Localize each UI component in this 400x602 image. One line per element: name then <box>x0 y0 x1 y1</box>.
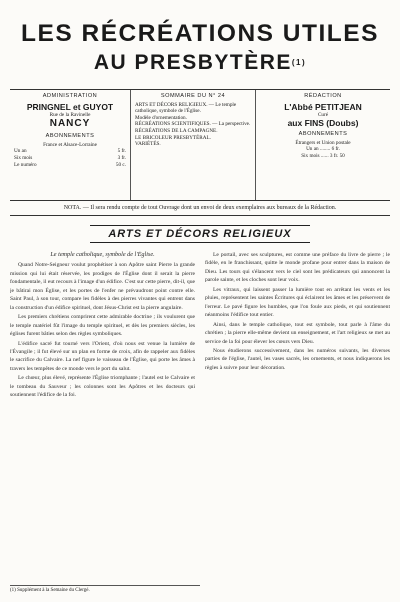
abonnements-region: France et Alsace-Lorraine <box>43 141 97 148</box>
editor-name: L'Abbé PETITJEAN <box>284 101 362 112</box>
abon-value: 3 fr. <box>117 154 126 161</box>
article-column-left <box>10 251 195 602</box>
subtitle-footnote-mark: (1) <box>291 58 307 67</box>
article-paragraph: L'édifice sacré fut tourné vers l'Orient, d'où nous est venue la lumière de l'Évangile ; il fut élevé sur un plan en forme de croix, afin de rappeler aux fidèles le sacrifice du Calvaire. La nef figure le vaisseau de l'Église, qui porte les âmes à travers les tempêtes de ce monde vers le port du salut. <box>10 340 195 372</box>
article-paragraph: Le chœur, plus élevé, représente l'Église triomphante ; l'autel est le Calvaire et le tombeau du Sauveur ; les colonnes sont les Apôtres et les docteurs qui soutiennent l'édifice de la foi. <box>10 375 195 399</box>
abon-label: Un an <box>14 148 27 155</box>
abonnements-heading: ABONNEMENTS <box>45 133 95 140</box>
sommaire-item: LE BRICOLEUR PRESBYTÉRAL. <box>135 134 211 141</box>
sommaire-heading: SOMMAIRE DU N° 24 <box>160 93 226 99</box>
article-column-right <box>205 251 390 602</box>
section-title-wrap <box>10 224 390 243</box>
abon-line <box>14 148 126 155</box>
abon-label: Le numéro <box>14 161 37 168</box>
publisher-name: PRINGNEL et GUYOT <box>26 101 114 112</box>
abon-label: Six mois <box>14 154 33 161</box>
redaction-heading: RÉDACTION <box>304 93 342 99</box>
sommaire-item: Modèle d'ornementation. <box>135 114 187 121</box>
editor-place: aux FINS (Doubs) <box>287 118 359 129</box>
subtitle-text: AU PRESBYTÈRE <box>93 51 292 74</box>
article-paragraph: Le portail, avec ses sculptures, est comme une préface du livre de pierre ; le fidèle, en le franchissant, quitte le monde profane pour entrer dans la maison de Dieu. Les tours qui s'élancent vers le ciel sont les prédicateurs qui annoncent la parole sainte, et les cloches sont leur voix. <box>205 252 390 284</box>
abon-value: 5 fr. <box>117 148 126 155</box>
article-paragraph: Les premiers chrétiens comprirent cette admirable doctrine ; ils voulurent que le temple matériel fût l'image du temple spirituel, et dès les premiers siècles, les églises furent bâties selon des règles symboliques. <box>10 314 195 338</box>
section-title: ARTS ET DÉCORS RELIGIEUX <box>90 225 309 243</box>
redaction-abon-line: Six mois ...... 3 fr. 50 <box>301 152 345 159</box>
publication-subtitle <box>10 51 390 75</box>
redaction-box <box>255 90 390 200</box>
article-heading: Le temple catholique, symbole de l'Église. <box>50 251 155 258</box>
article-paragraph: Quand Notre-Seigneur voulut prophétiser à son Apôtre saint Pierre la grande mission qui lui était réservée, les prodiges de l'Église dont il serait la pierre fondamentale, il eut recours à l'image d'un édifice. C'est sur cette pierre, dit-il, que je bâtirai mon Église, et les portes de l'enfer ne prévaudront point contre elle. Saint Paul, à son tour, compare les fidèles à des pierres vivantes qui entrent dans la construction d'un édifice spirituel, dont Jésus-Christ est la pierre angulaire. <box>10 262 195 311</box>
administration-box <box>10 90 130 200</box>
article-paragraph: Nous étudierons successivement, dans les numéros suivants, les diverses parties de l'église, l'autel, les vases sacrés, les ornements, et nous indiquerons les règles à suivre pour leur décoration. <box>205 347 390 371</box>
sommaire-item: RÉCRÉATIONS SCIENTIFIQUES. — La perspective. <box>135 121 251 128</box>
publication-title: LES RÉCRÉATIONS UTILES <box>21 20 379 47</box>
redaction-abon-note: Étrangers et Union postale <box>295 139 351 146</box>
redaction-abon-line: Un an ........ 6 fr. <box>306 146 340 153</box>
sommaire-item: RÉCRÉATIONS DE LA CAMPAGNE. <box>135 127 218 134</box>
publisher-city: NANCY <box>49 118 91 130</box>
masthead <box>10 0 390 75</box>
redaction-abon-heading: ABONNEMENTS <box>298 131 348 138</box>
sommaire-box <box>130 90 255 200</box>
editor-title: Curé <box>317 111 329 118</box>
article-columns <box>10 251 390 602</box>
abon-line <box>14 162 126 169</box>
abon-line <box>14 155 126 162</box>
nota-notice: NOTA. — Il sera rendu compte de tout Ouvrage dont un envoi de deux exemplaires aux bureaux de la Rédaction. <box>10 201 390 216</box>
article-paragraph: Ainsi, dans le temple catholique, tout est symbole, tout parle à l'âme du chrétien ; la pierre elle-même devient un enseignement, et l'art religieux se met au service de la foi pour élever les cœurs vers Dieu. <box>205 321 390 345</box>
sommaire-item: VARIÉTÉS. <box>135 141 161 148</box>
publisher-address: Rue de la Ravinelle <box>49 111 91 118</box>
article-paragraph: Les vitraux, qui laissent passer la lumière tout en arrêtant les vents et les pluies, représentent les saintes Écritures qui éclairent les âmes et les préservent de l'erreur. Le pavé figure les humbles, que l'on foule aux pieds, et qui soutiennent néanmoins l'édifice tout entier. <box>205 286 390 319</box>
info-row <box>10 89 390 201</box>
sommaire-item: ARTS ET DÉCORS RELIGIEUX. — Le temple catholique, symbole de l'Église. <box>135 101 237 115</box>
abon-value: 50 c. <box>115 161 126 168</box>
administration-heading: ADMINISTRATION <box>42 93 98 99</box>
footnote: (1) Supplément à la Semaine du Clergé. <box>10 585 200 594</box>
